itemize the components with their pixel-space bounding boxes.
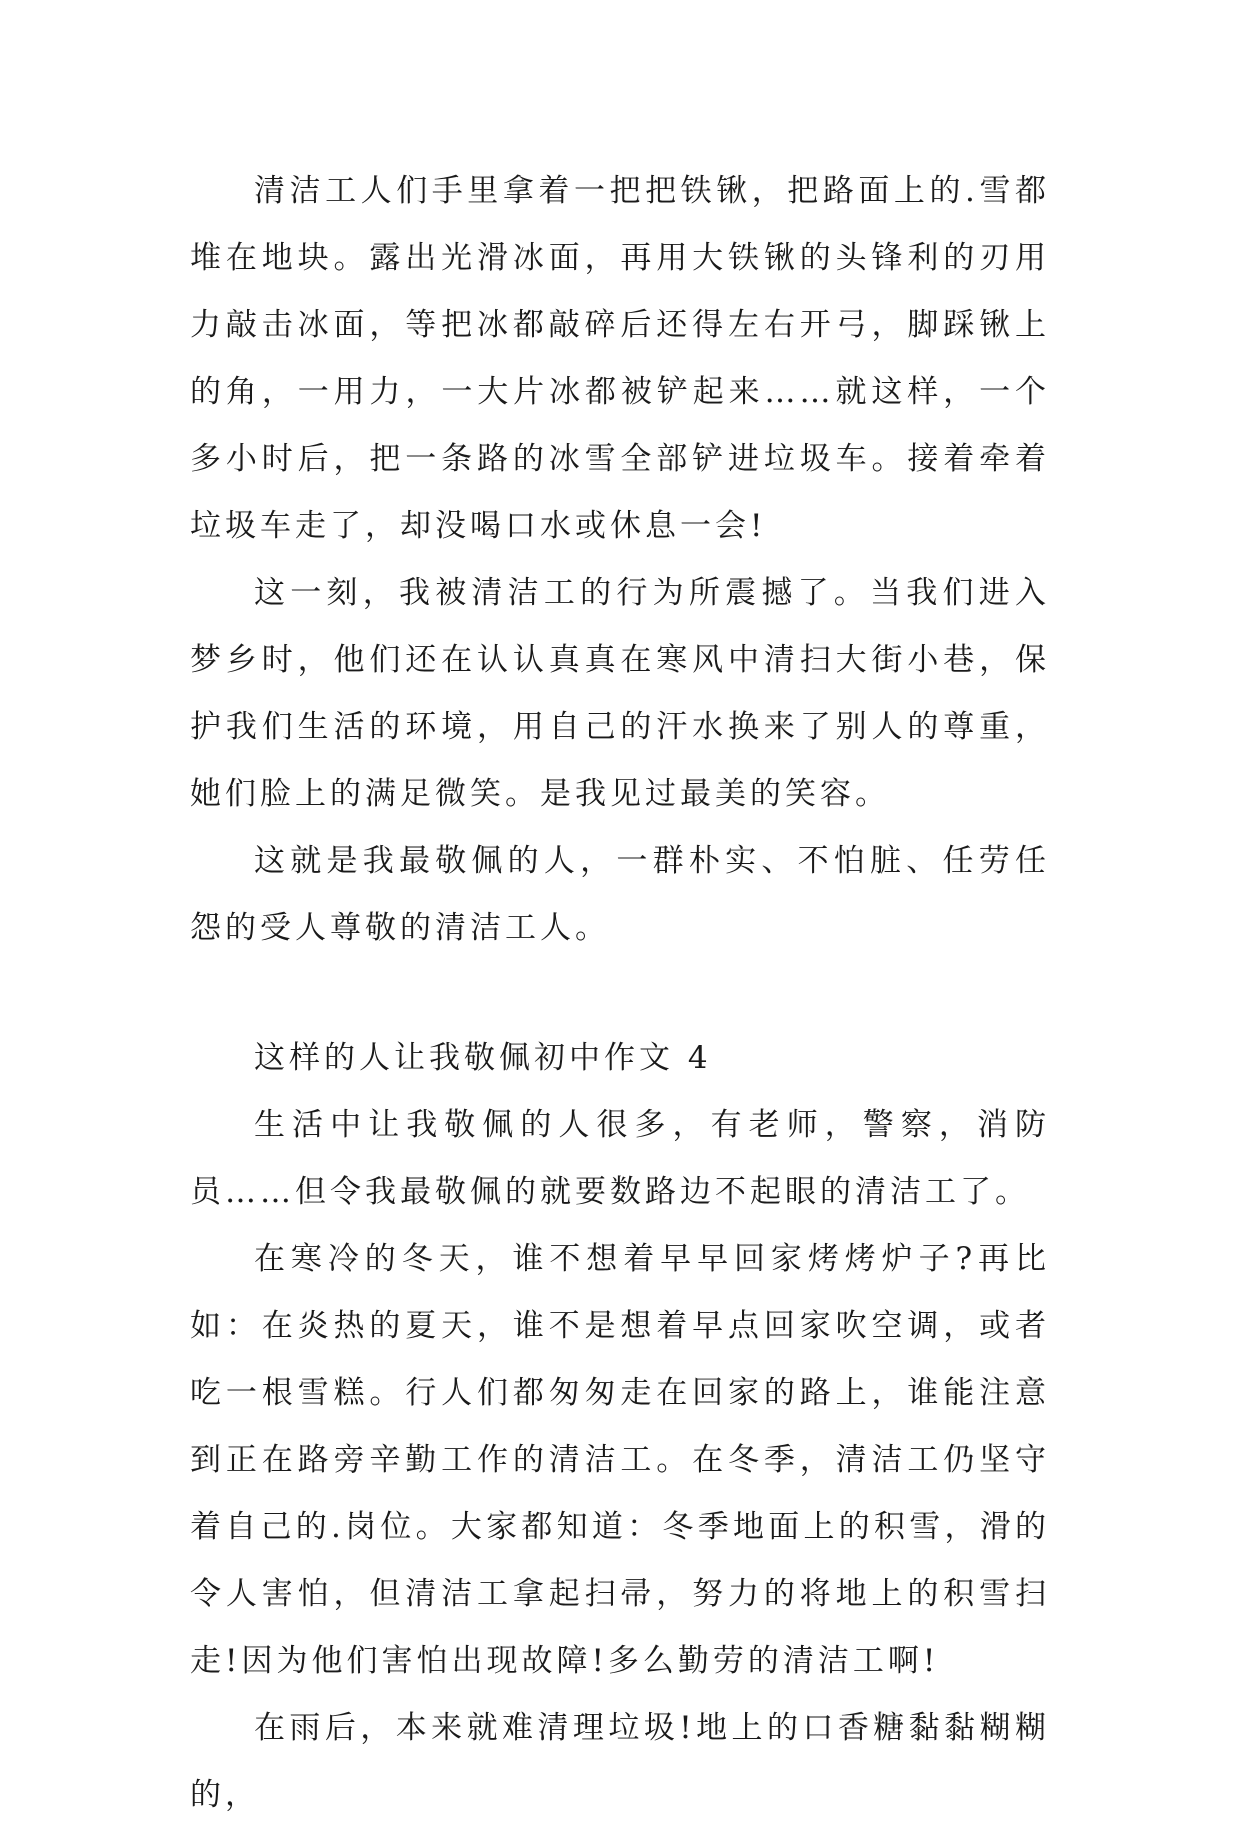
paragraph: 在寒冷的冬天，谁不想着早早回家烤烤炉子?再比如：在炎热的夏天，谁不是想着早点回家吹空调，或者吃一根雪糕。行人们都匆匆走在回家的路上，谁能注意到正在路旁辛勤工作的清洁工。在冬季，清洁工仍坚守着自己的.岗位。大家都知道：冬季地面上的积雪，滑的令人害怕，但清洁工拿起扫帚，努力的将地上的积雪扫走!因为他们害怕出现故障!多么勤劳的清洁工啊! — [190, 1241, 1050, 1679]
paragraph: 这一刻，我被清洁工的行为所震撼了。当我们进入梦乡时，他们还在认认真真在寒风中清扫大街小巷，保护我们生活的环境，用自己的汗水换来了别人的尊重，她们脸上的满足微笑。是我见过最美的笑容。 — [190, 575, 1050, 812]
document-body — [190, 158, 1050, 1829]
paragraph: 这就是我最敬佩的人，一群朴实、不怕脏、任劳任怨的受人尊敬的清洁工人。 — [190, 843, 1050, 946]
paragraph: 生活中让我敬佩的人很多，有老师，警察，消防员……但令我最敬佩的就要数路边不起眼的清洁工了。 — [190, 1107, 1050, 1210]
section-title: 这样的人让我敬佩初中作文 4 — [254, 1040, 712, 1076]
paragraph: 在雨后，本来就难清理垃圾!地上的口香糖黏黏糊糊的， — [190, 1710, 1050, 1813]
paragraph: 清洁工人们手里拿着一把把铁锹，把路面上的.雪都堆在地块。露出光滑冰面，再用大铁锹的头锋利的刃用力敲击冰面，等把冰都敲碎后还得左右开弓，脚踩锹上的角，一用力，一大片冰都被铲起来……就这样，一个多小时后，把一条路的冰雪全部铲进垃圾车。接着牵着垃圾车走了，却没喝口水或休息一会! — [190, 173, 1050, 544]
